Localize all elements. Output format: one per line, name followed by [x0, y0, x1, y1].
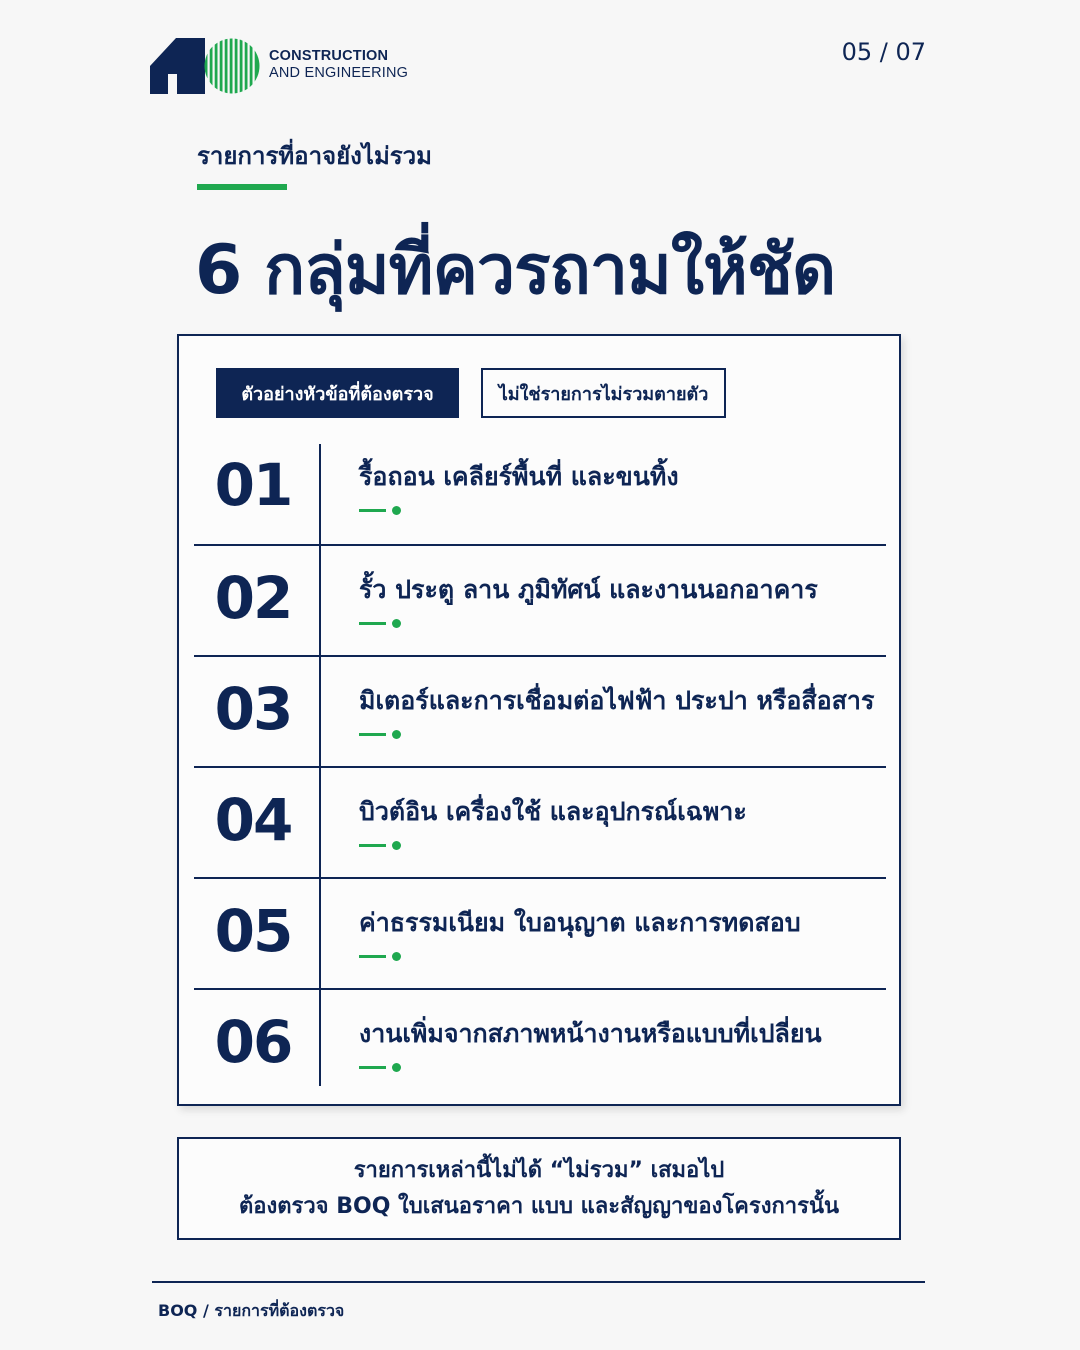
- item-accent: [359, 618, 403, 630]
- item-text: รื้อถอน เคลียร์พื้นที่ และขนทิ้ง: [359, 462, 679, 491]
- item-number: 06: [214, 1008, 292, 1076]
- list-item: [194, 988, 886, 1099]
- item-text: งานเพิ่มจากสภาพหน้างานหรือแบบที่เปลี่ยน: [359, 1019, 822, 1048]
- item-number: 02: [214, 564, 292, 632]
- list-item: [194, 877, 886, 988]
- page-indicator: 05 / 07: [841, 38, 926, 66]
- item-number: 05: [214, 897, 292, 965]
- note-line1: รายการเหล่านี้ไม่ได้ “ไม่รวม” เสมอไป: [353, 1157, 725, 1183]
- item-text: บิวต์อิน เครื่องใช้ และอุปกรณ์เฉพาะ: [359, 797, 747, 826]
- item-accent: [359, 729, 403, 741]
- list-item: [194, 655, 886, 766]
- page-title: 6 กลุ่มที่ควรถามให้ชัด: [195, 231, 836, 310]
- tab-not-fixed-exclusions[interactable]: ไม่ใช่รายการไม่รวมตายตัว: [481, 368, 726, 418]
- list-item: [194, 544, 886, 655]
- item-accent: [359, 951, 403, 963]
- tab-examples[interactable]: ตัวอย่างหัวข้อที่ต้องตรวจ: [216, 368, 459, 418]
- brand-name: [269, 48, 408, 82]
- eyebrow-title: รายการที่อาจยังไม่รวม: [197, 142, 432, 170]
- item-accent: [359, 505, 403, 517]
- checklist-card: [177, 334, 901, 1106]
- item-accent: [359, 840, 403, 852]
- brand-logo: [150, 38, 410, 94]
- item-text: มิเตอร์และการเชื่อมต่อไฟฟ้า ประปา หรือสื่อสาร: [359, 686, 875, 715]
- footer-breadcrumb: BOQ / รายการที่ต้องตรวจ: [158, 1301, 345, 1320]
- note-box: [177, 1137, 901, 1240]
- item-text: รั้ว ประตู ลาน ภูมิทัศน์ และงานนอกอาคาร: [359, 575, 818, 604]
- item-number: 03: [214, 675, 292, 743]
- item-number: 04: [214, 786, 292, 854]
- item-text: ค่าธรรมเนียม ใบอนุญาต และการทดสอบ: [359, 908, 801, 937]
- list-item: [194, 766, 886, 877]
- list-item: [194, 433, 886, 544]
- item-number: 01: [214, 451, 292, 519]
- brand-name-line2: AND ENGINEERING: [269, 65, 409, 81]
- brand-name-line1: CONSTRUCTION: [269, 48, 389, 64]
- eyebrow-underline: [197, 184, 287, 190]
- footer-divider: [152, 1281, 925, 1283]
- note-line2: ต้องตรวจ BOQ ใบเสนอราคา แบบ และสัญญาของโครงการนั้น: [238, 1193, 840, 1219]
- brand-logo-mark: [150, 38, 260, 94]
- item-accent: [359, 1062, 403, 1074]
